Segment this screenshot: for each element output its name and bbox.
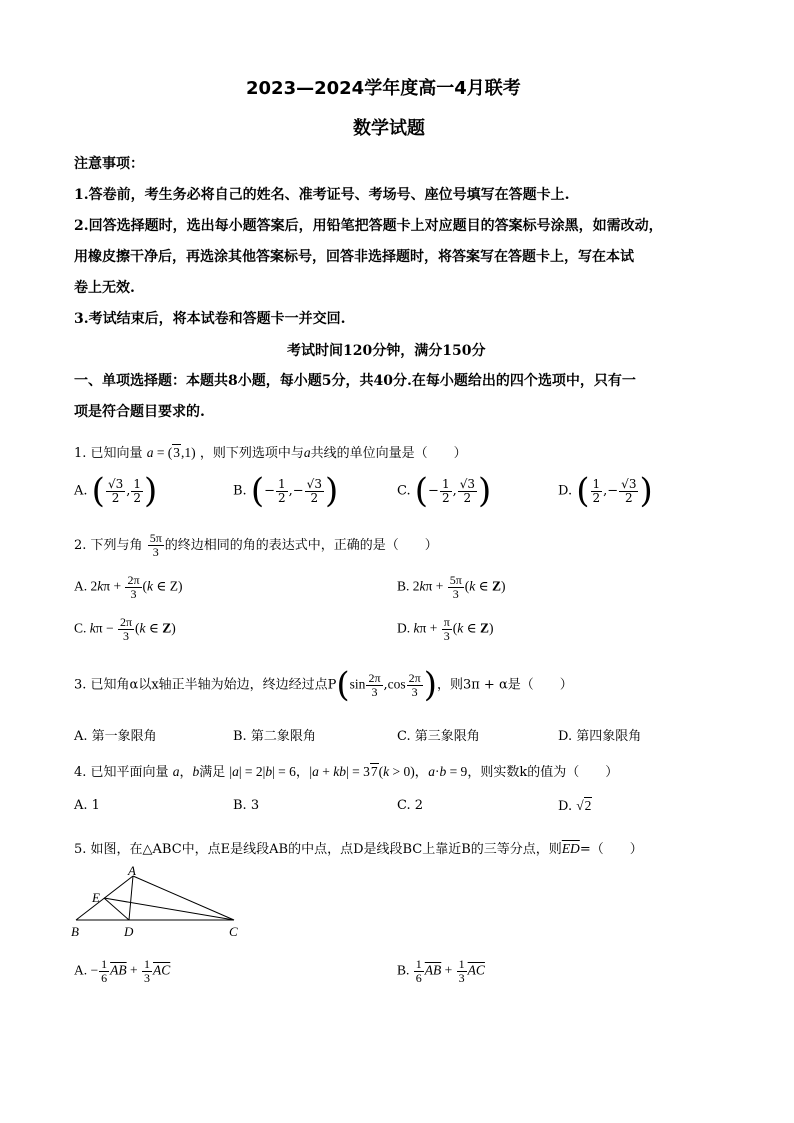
q4-option-c: C. 2 bbox=[397, 798, 424, 813]
q2-option-a-label: A. bbox=[74, 578, 88, 594]
q1-option-c-label: C. bbox=[397, 483, 411, 499]
q2-option-c: C. kπ − $\frac{2\pi}{3}$ (k ∈ Z) bbox=[74, 615, 176, 643]
segment-ad bbox=[129, 876, 133, 920]
question-5-vector-ed: $\overline{ED}$ bbox=[561, 841, 580, 856]
q3-option-a: A. 第一象限角 bbox=[74, 729, 157, 744]
label-e: E bbox=[92, 890, 100, 905]
note-item-2-line-2: 用橡皮擦干净后，再选涂其他答案标号，回答非选择题时，将答案写在答题卡上，写在本试 bbox=[74, 249, 634, 265]
q3-option-c: C. 第三象限角 bbox=[397, 729, 480, 744]
exam-title: 2023—2024学年度高一4月联考 bbox=[246, 78, 521, 99]
q1-option-a: A. ( $\frac{√3}{2}$ , $\frac{1}{2}$ ) bbox=[74, 471, 158, 511]
section-1-heading-line-1: 一、单项选择题：本题共8小题，每小题5分，共40分.在每小题给出的四个选项中，只有一 bbox=[74, 373, 636, 389]
question-2 bbox=[74, 532, 438, 559]
segment-ac bbox=[133, 876, 234, 920]
q1-option-d: D. ( $\frac{1}{2}$ ,− $\frac{√3}{2}$ ) bbox=[558, 471, 653, 511]
q2-option-a: A. 2kπ + $\frac{2\pi}{3}$ (k ∈ Z) bbox=[74, 573, 183, 601]
question-3-prefix: 3. 已知角α以x轴正半轴为始边，终边经过点P bbox=[74, 677, 337, 693]
question-5-suffix: =（ ） bbox=[579, 842, 643, 857]
q4-option-d: D. √2 bbox=[558, 798, 592, 814]
notes-heading: 注意事项： bbox=[74, 156, 144, 172]
question-5 bbox=[74, 838, 643, 857]
label-a: A bbox=[128, 864, 136, 878]
q2-option-d-label: D. bbox=[397, 620, 411, 636]
question-3-suffix: ，则3π + α是（ ） bbox=[436, 677, 573, 693]
question-2-angle: $\frac{5\pi}{3}$ bbox=[149, 531, 162, 559]
question-2-prefix: 2. 下列与角 bbox=[74, 538, 143, 553]
q2-option-c-label: C. bbox=[74, 620, 87, 636]
q5-option-a-label: A. bbox=[74, 962, 88, 978]
q2-option-b-label: B. bbox=[397, 578, 410, 594]
question-1-suffix: 共线的单位向量是（ ） bbox=[310, 446, 467, 461]
q2-option-b: B. 2kπ + $\frac{5\pi}{3}$ (k ∈ Z) bbox=[397, 573, 506, 601]
question-1 bbox=[74, 442, 467, 461]
question-1-vector-a: a bbox=[303, 445, 311, 460]
label-c: C bbox=[229, 924, 238, 939]
question-4-suffix: ，则实数k的值为（ ） bbox=[467, 765, 619, 780]
question-4: 4. 已知平面向量 a，b满足 |a| = 2|b| = 6，|a + kb| = 37(k > 0)，a·b = 9，则实数k的值为（ ） bbox=[74, 764, 619, 780]
label-b: B bbox=[71, 924, 79, 939]
segment-ec bbox=[104, 898, 234, 920]
q1-option-d-label: D. bbox=[558, 483, 573, 499]
note-item-2-line-1: 2.回答选择题时，选出每小题答案后，用铅笔把答题卡上对应题目的答案标号涂黑，如需改动， bbox=[74, 218, 663, 234]
question-1-vector: a = (3,1) bbox=[146, 445, 196, 460]
note-item-2-line-3: 卷上无效. bbox=[74, 280, 135, 296]
label-d: D bbox=[124, 924, 134, 939]
question-1-mid: ，则下列选项中与 bbox=[199, 446, 304, 461]
q2-option-d: D. kπ + $\frac{\pi}{3}$ (k ∈ Z) bbox=[397, 615, 494, 643]
triangle-figure bbox=[66, 864, 246, 940]
section-1-heading-line-2: 项是符合题目要求的. bbox=[74, 404, 205, 420]
question-5-text: 5. 如图，在△ABC中，点E是线段AB的中点，点D是线段BC上靠近B的三等分点，则 bbox=[74, 842, 562, 857]
question-4-mid: 满足 bbox=[199, 765, 226, 780]
q4-option-a: A. 1 bbox=[74, 798, 100, 813]
q5-option-b: B. $\frac{1}{6}$ $\overline{AB}$ + $\frac{1}{3}$ $\overline{AC}$ bbox=[397, 957, 485, 985]
q3-option-d: D. 第四象限角 bbox=[558, 729, 642, 744]
exam-subject: 数学试题 bbox=[353, 118, 425, 139]
q3-option-b: B. 第二象限角 bbox=[233, 729, 316, 744]
q4-option-b: B. 3 bbox=[233, 798, 260, 813]
note-item-1: 1.答卷前，考生务必将自己的姓名、准考证号、考场号、座位号填写在答题卡上. bbox=[74, 187, 570, 203]
q4-option-d-label: D. bbox=[558, 799, 573, 814]
q5-option-b-label: B. bbox=[397, 962, 410, 978]
q1-option-b: B. (− $\frac{1}{2}$ ,− $\frac{√3}{2}$ ) bbox=[233, 471, 339, 511]
q5-option-a: A. − $\frac{1}{6}$ $\overline{AB}$ + $\frac{1}{3}$ $\overline{AC}$ bbox=[74, 957, 171, 985]
exam-time-info: 考试时间120分钟，满分150分 bbox=[287, 343, 486, 359]
note-item-3: 3.考试结束后，将本试卷和答题卡一并交回. bbox=[74, 311, 346, 327]
q1-option-a-label: A. bbox=[74, 483, 88, 499]
q1-option-b-label: B. bbox=[233, 483, 247, 499]
question-2-suffix: 的终边相同的角的表达式中，正确的是（ ） bbox=[164, 538, 438, 553]
question-3: 3. 已知角α以x轴正半轴为始边，终边经过点P(sin $\frac{2\pi}{3}$ ,cos $\frac{2\pi}{3}$ )，则3π + α是（ ） bbox=[74, 665, 573, 705]
question-4-prefix: 4. 已知平面向量 bbox=[74, 765, 169, 780]
question-1-prefix: 1. 已知向量 bbox=[74, 446, 143, 461]
q1-option-c: C. (− $\frac{1}{2}$ , $\frac{√3}{2}$ ) bbox=[397, 471, 492, 511]
